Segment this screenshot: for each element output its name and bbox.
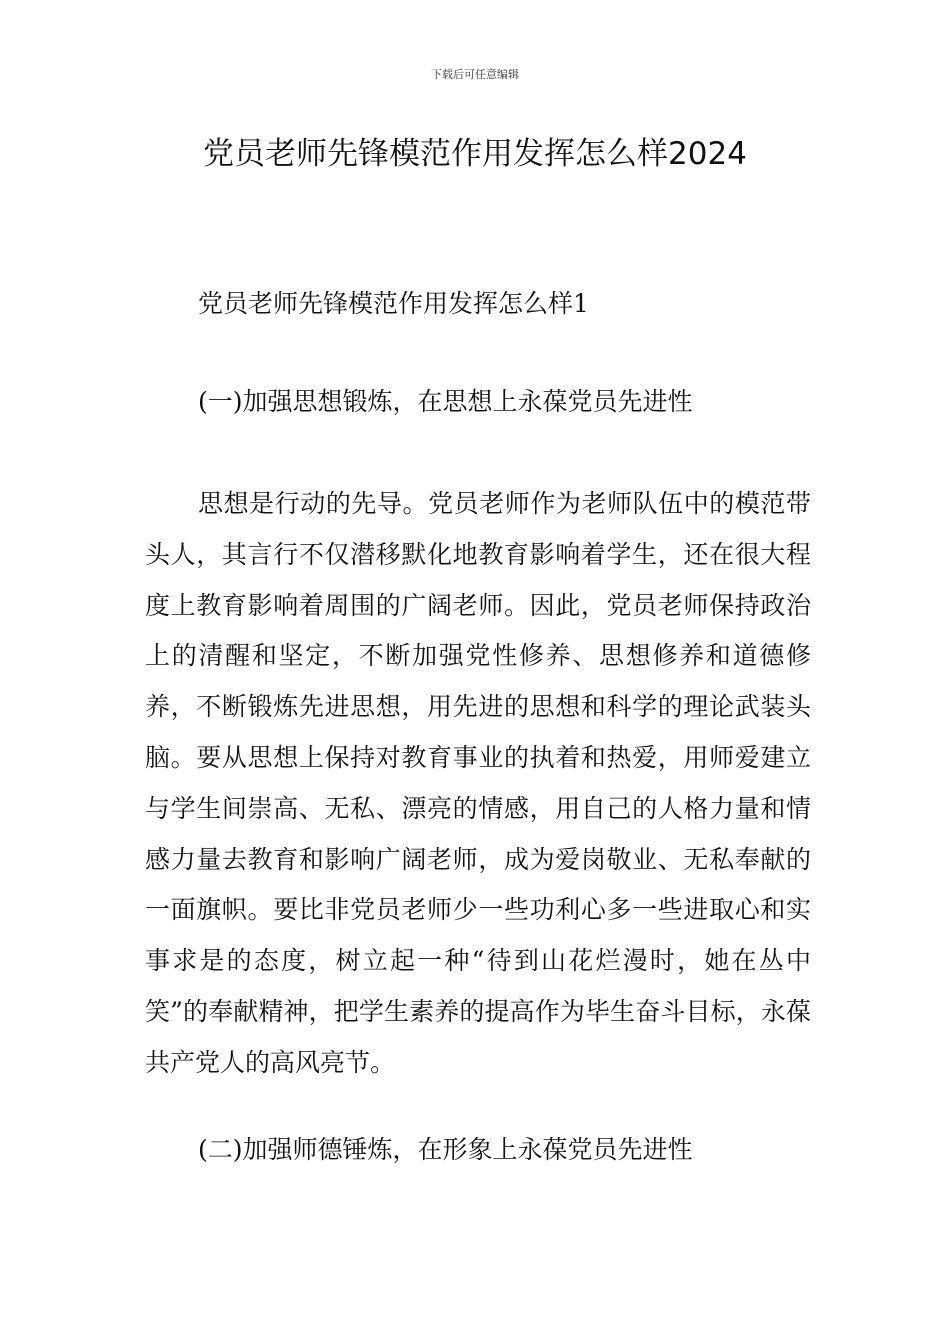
document-title: 党员老师先锋模范作用发挥怎么样2024 <box>203 136 747 172</box>
section-heading-1: (一)加强思想锻炼，在思想上永葆党员先进性 <box>198 387 693 416</box>
header-note: 下载后可任意编辑 <box>431 68 519 81</box>
section-heading-2: (二)加强师德锤炼，在形象上永葆党员先进性 <box>198 1135 693 1164</box>
section-1-paragraph: 思想是行动的先导。党员老师作为老师队伍中的模范带头人，其言行不仅潜移默化地教育影响着学生，还在很大程度上教育影响着周围的广阔老师。因此，党员老师保持政治上的清醒和坚定，不断加强党性修养、思想修养和道德修养，不断锻炼先进思想，用先进的思想和科学的理论武装头脑。要从思想上保持对教育事业的执着和热爱，用师爱建立与学生间崇高、无私、漂亮的情感，用自己的人格力量和情感力量去教育和影响广阔老师，成为爱岗敬业、无私奉献的一面旗帜。要比非党员老师少一些功利心多一些进取心和实事求是的态度，树立起一种“待到山花烂漫时，她在丛中笑”的奉献精神，把学生素养的提高作为毕生奋斗目标，永葆共产党人的高风亮节。 <box>145 489 811 1077</box>
document-subtitle: 党员老师先锋模范作用发挥怎么样1 <box>198 289 589 318</box>
